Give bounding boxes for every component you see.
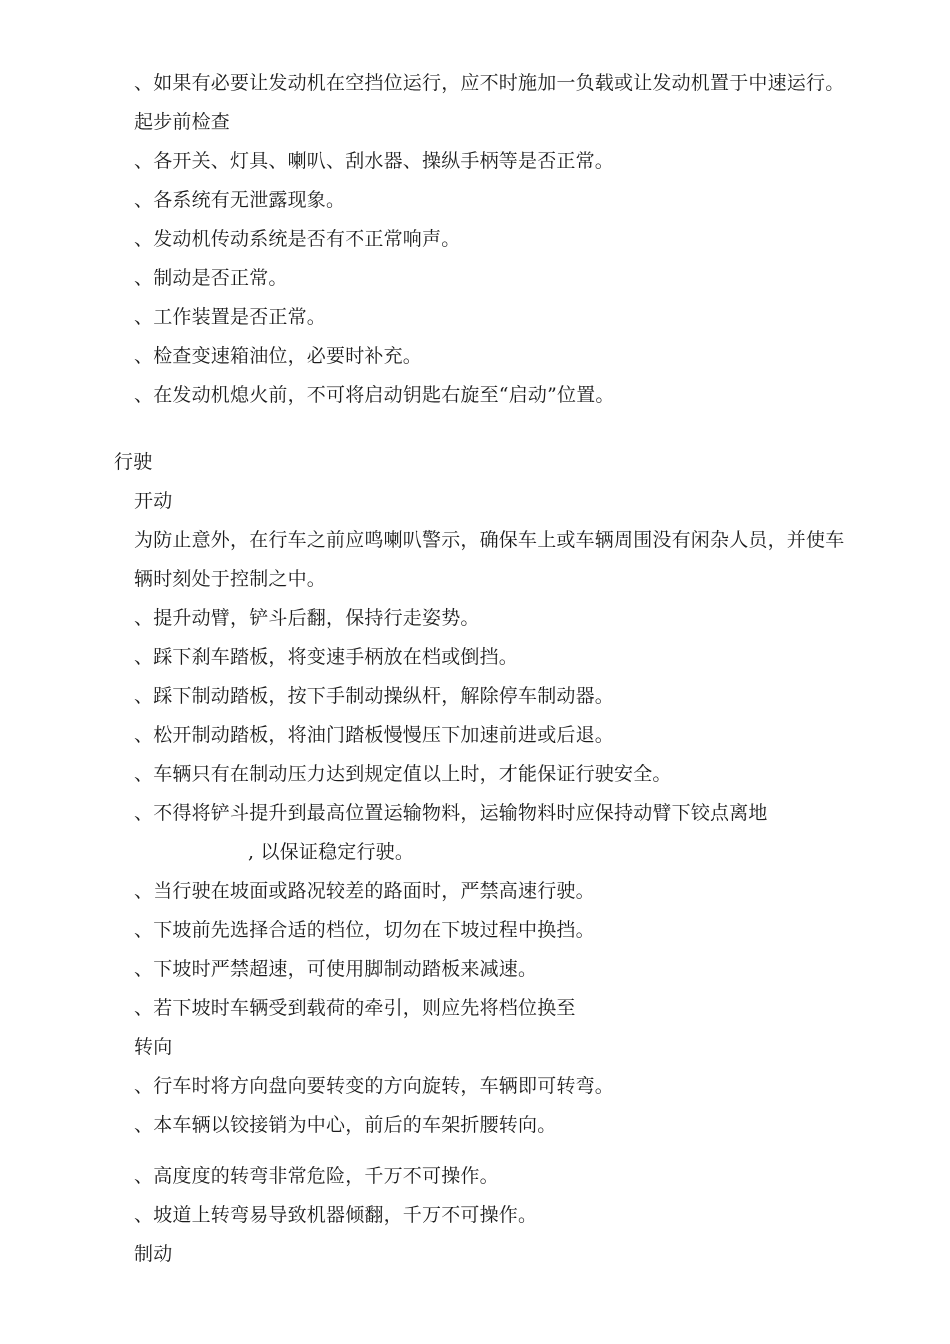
bullet-line: 、高度度的转弯非常危险，千万不可操作。 xyxy=(134,1165,499,1187)
bullet-line: 、车辆只有在制动压力达到规定值以上时，才能保证行驶安全。 xyxy=(134,763,672,785)
bullet-line: 、检查变速箱油位，必要时补充。 xyxy=(134,345,423,367)
bullet-line: 、坡道上转弯易导致机器倾翻，千万不可操作。 xyxy=(134,1204,538,1226)
section-heading-driving: 行驶 xyxy=(114,451,153,473)
paragraph-line: 为防止意外，在行车之前应鸣喇叭警示，确保车上或车辆周围没有闲杂人员，并使车 xyxy=(134,529,845,551)
bullet-line: 、提升动臂，铲斗后翻，保持行走姿势。 xyxy=(134,607,480,629)
bullet-line: 、在发动机熄火前，不可将启动钥匙右旋至“启动”位置。 xyxy=(134,384,615,406)
bullet-line: 、下坡前先选择合适的档位，切勿在下坡过程中换挡。 xyxy=(134,919,595,941)
bullet-line: 、若下坡时车辆受到载荷的牵引，则应先将档位换至 xyxy=(134,997,576,1019)
bullet-line: 、各开关、灯具、喇叭、刮水器、操纵手柄等是否正常。 xyxy=(134,150,615,172)
subheading-steering: 转向 xyxy=(134,1036,173,1058)
paragraph-line: 辆时刻处于控制之中。 xyxy=(134,568,327,590)
subheading-start: 开动 xyxy=(134,490,173,512)
bullet-line: 、当行驶在坡面或路况较差的路面时，严禁高速行驶。 xyxy=(134,880,595,902)
bullet-line: 、各系统有无泄露现象。 xyxy=(134,189,346,211)
bullet-line: 、下坡时严禁超速，可使用脚制动踏板来减速。 xyxy=(134,958,538,980)
bullet-line: 、不得将铲斗提升到最高位置运输物料，运输物料时应保持动臂下铰点离地 xyxy=(134,802,768,824)
bullet-line: 、制动是否正常。 xyxy=(134,267,288,289)
bullet-line: 、发动机传动系统是否有不正常响声。 xyxy=(134,228,461,250)
subheading-startup-check: 起步前检查 xyxy=(134,111,231,133)
bullet-line: 、工作装置是否正常。 xyxy=(134,306,327,328)
bullet-line: 、松开制动踏板，将油门踏板慢慢压下加速前进或后退。 xyxy=(134,724,615,746)
bullet-line: 、行车时将方向盘向要转变的方向旋转，车辆即可转弯。 xyxy=(134,1075,615,1097)
bullet-line: 、踩下制动踏板，按下手制动操纵杆，解除停车制动器。 xyxy=(134,685,615,707)
bullet-line: 、踩下刹车踏板，将变速手柄放在档或倒挡。 xyxy=(134,646,519,668)
continuation-line: , 以保证稳定行驶。 xyxy=(248,841,415,863)
bullet-line: 、如果有必要让发动机在空挡位运行，应不时施加一负载或让发动机置于中速运行。 xyxy=(134,72,845,94)
bullet-line: 、本车辆以铰接销为中心，前后的车架折腰转向。 xyxy=(134,1114,557,1136)
subheading-braking: 制动 xyxy=(134,1243,173,1265)
